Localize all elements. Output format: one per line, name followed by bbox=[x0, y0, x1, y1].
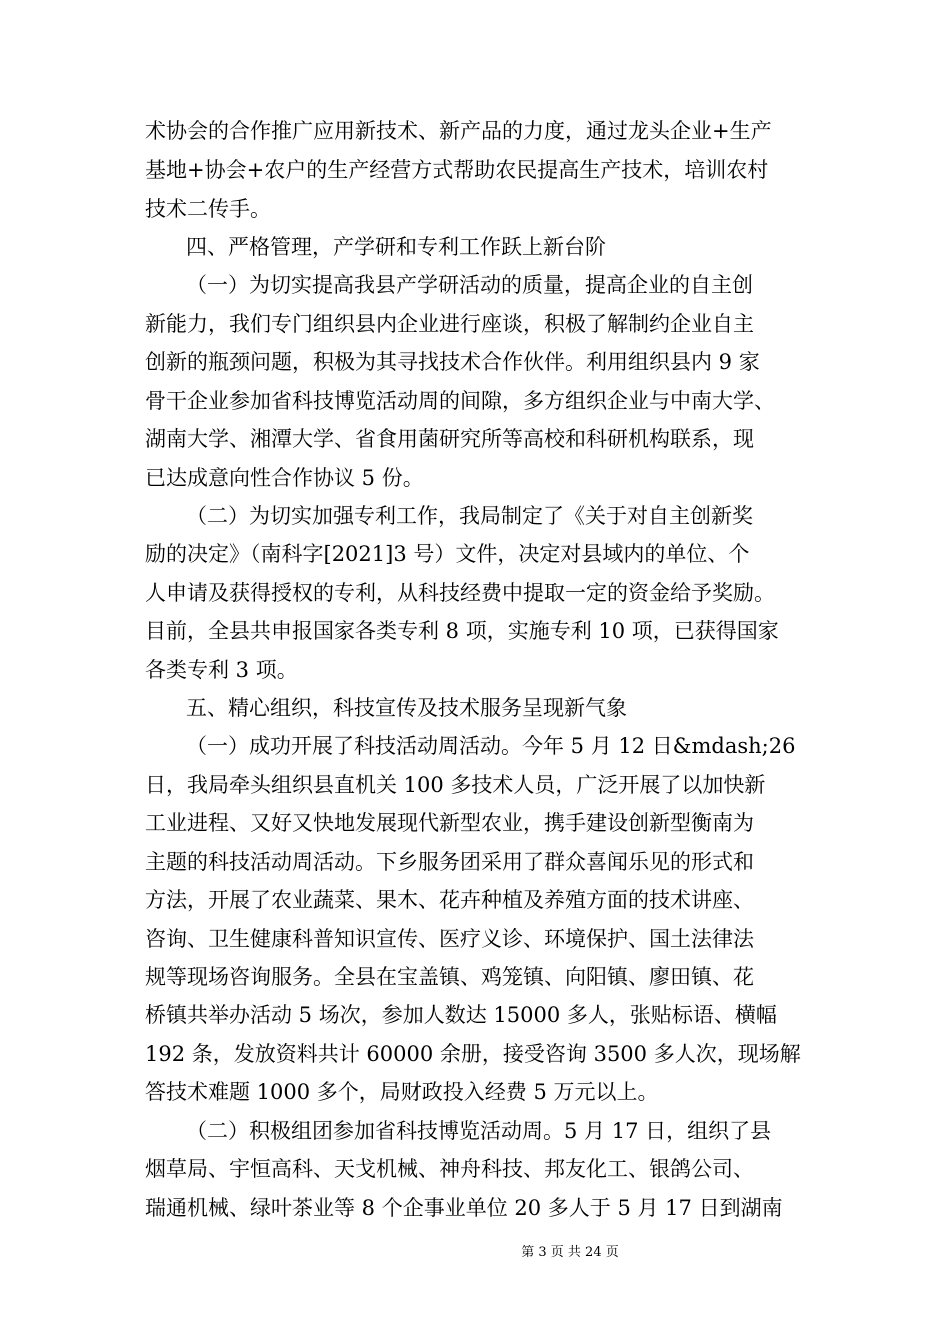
body-text-line: 目前，全县共申报国家各类专利 8 项，实施专利 10 项，已获得国家 bbox=[145, 619, 779, 643]
body-text-line: 基地+协会+农户的生产经营方式帮助农民提高生产技术，培训农村 bbox=[145, 158, 769, 182]
body-text-line: 骨干企业参加省科技博览活动周的间隙，多方组织企业与中南大学、 bbox=[145, 389, 775, 413]
body-text-line: 创新的瓶颈问题，积极为其寻找技术合作伙伴。利用组织县内 9 家 bbox=[145, 350, 760, 374]
body-text-line: 瑞通机械、绿叶茶业等 8 个企事业单位 20 多人于 5 月 17 日到湖南 bbox=[145, 1196, 783, 1220]
body-text-line: 答技术难题 1000 多个，局财政投入经费 5 万元以上。 bbox=[145, 1080, 659, 1104]
body-text-line: 桥镇共举办活动 5 场次，参加人数达 15000 多人，张贴标语、横幅 bbox=[145, 1003, 777, 1027]
body-text-line: 方法，开展了农业蔬菜、果木、花卉种植及养殖方面的技术讲座、 bbox=[145, 888, 754, 912]
page-footer bbox=[0, 1245, 950, 1261]
body-text-line: 192 条，发放资料共计 60000 余册，接受咨询 3500 多人次，现场解 bbox=[145, 1042, 801, 1066]
body-text-line: 励的决定》（南科字[2021]3 号）文件，决定对县域内的单位、个 bbox=[145, 542, 750, 566]
body-text-line: （一）成功开展了科技活动周活动。今年 5 月 12 日&mdash;26 bbox=[186, 734, 796, 758]
body-text-line: 烟草局、宇恒高科、天戈机械、神舟科技、邦友化工、银鸽公司、 bbox=[145, 1157, 754, 1181]
body-text-line: 咨询、卫生健康科普知识宣传、医疗义诊、环境保护、国土法律法 bbox=[145, 927, 754, 951]
body-text-line: 各类专利 3 项。 bbox=[145, 658, 298, 682]
section-heading: 五、精心组织，科技宣传及技术服务呈现新气象 bbox=[186, 696, 627, 720]
body-text-line: （二）积极组团参加省科技博览活动周。5 月 17 日，组织了县 bbox=[186, 1119, 772, 1143]
body-text-line: 主题的科技活动周活动。下乡服务团采用了群众喜闻乐见的形式和 bbox=[145, 850, 754, 874]
body-text-line: 术协会的合作推广应用新技术、新产品的力度，通过龙头企业+生产 bbox=[145, 119, 772, 143]
body-text-line: 日，我局牵头组织县直机关 100 多技术人员，广泛开展了以加快新 bbox=[145, 773, 766, 797]
body-text-line: 技术二传手。 bbox=[145, 197, 271, 221]
body-text-line: 规等现场咨询服务。全县在宝盖镇、鸡笼镇、向阳镇、廖田镇、花 bbox=[145, 965, 754, 989]
body-text-line: （一）为切实提高我县产学研活动的质量，提高企业的自主创 bbox=[186, 273, 753, 297]
section-heading: 四、严格管理，产学研和专利工作跃上新台阶 bbox=[186, 235, 606, 259]
body-text-line: 工业进程、又好又快地发展现代新型农业，携手建设创新型衡南为 bbox=[145, 811, 754, 835]
body-text-line: （二）为切实加强专利工作，我局制定了《关于对自主创新奖 bbox=[186, 504, 753, 528]
page-number: 第 3 页 共 24 页 bbox=[521, 1245, 619, 1260]
body-text-line: 新能力，我们专门组织县内企业进行座谈，积极了解制约企业自主 bbox=[145, 312, 754, 336]
body-text-line: 人申请及获得授权的专利，从科技经费中提取一定的资金给予奖励。 bbox=[145, 581, 775, 605]
body-text-line: 已达成意向性合作协议 5 份。 bbox=[145, 466, 424, 490]
body-text-line: 湖南大学、湘潭大学、省食用菌研究所等高校和科研机构联系，现 bbox=[145, 427, 754, 451]
